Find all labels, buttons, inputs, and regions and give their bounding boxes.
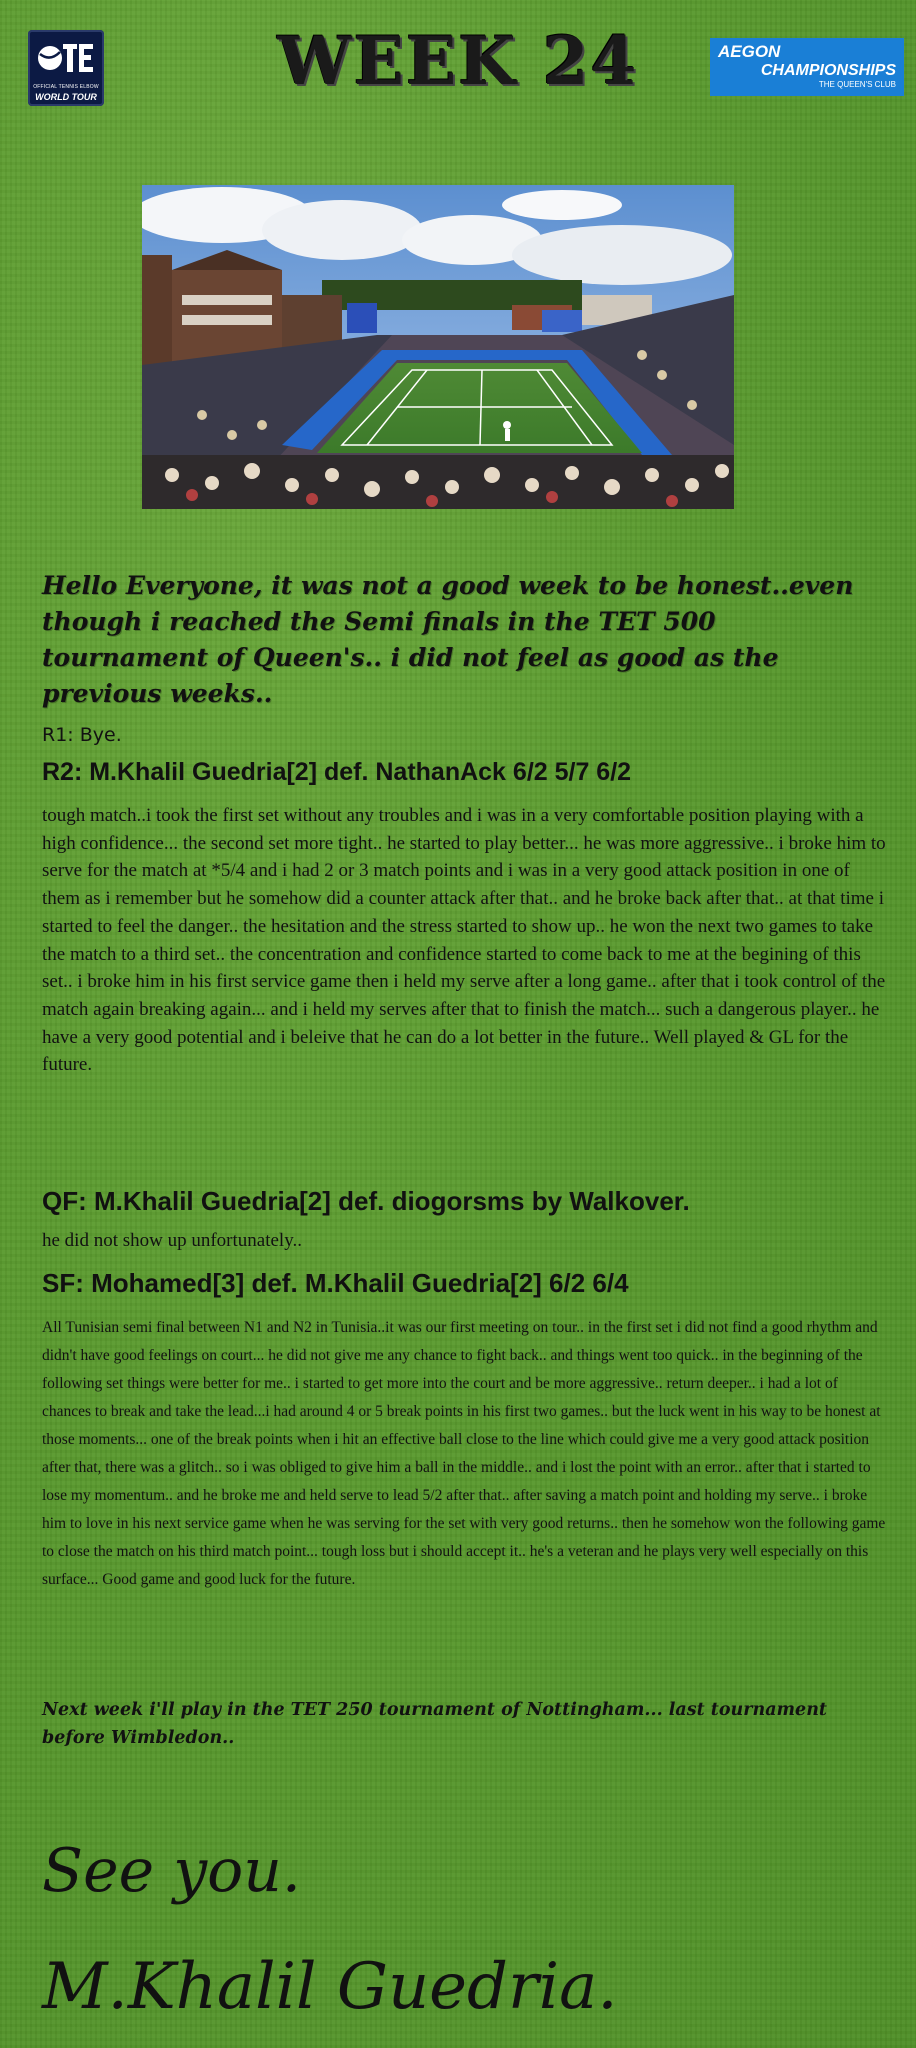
author-signature: M.Khalil Guedria. [42,1950,618,2024]
logo-world-tour: WORLD TOUR [35,92,97,102]
quarterfinal-report: he did not show up unfortunately.. [42,1230,302,1251]
intro-text: Hello Everyone, it was not a good week to be honest..even though i reached the Semi finals in the TET 500 tournament of Queen's.. i did not feel as good as the previous weeks.. [42,571,854,708]
semifinal-report: All Tunisian semi final between N1 and N2 in Tunisia..it was our first meeting on tour.. in the first set i did not find a good rhythm and didn't have good feelings on court... he did not give me any chance to fight back.. and things went too quick.. in the beginning of the following set things were better for me.. i started to get more into the court and be more aggressive.. return deeper.. i had a lot of chances to break and take the lead...i had around 4 or 5 break points in his first two games.. but the luck went in his way to be honest at those moments... one of the break points when i hit an effective ball close to the line which could give me a very good attack position after that, there was a glitch.. so i was obliged to give him a ball in the middle.. and i lost the point with an error.. after that i started to lose my momentum.. and he broke me and held serve to lead 5/2 after that.. after saving a match point and holding my serve.. i broke him to love in his next service game when he was serving for the set with very good returns.. then he somehow won the following game to close the match on his third match point... tough loss but i should accept it.. he's a veteran and he plays very well especially on this surface... Good game and good luck for the future. [42,1319,886,1588]
championships-logo-text: CHAMPIONSHIPS [760,62,896,79]
aegon-logo-text: AEGON [718,42,781,61]
aegon-championships-logo [710,38,904,96]
stadium-photo-illustration [142,185,734,509]
stadium-photo [142,185,734,509]
round-2-heading: R2: M.Khalil Guedria[2] def. NathanAck 6/2 5/7 6/2 [42,758,632,786]
closing-text: See you. [42,1836,301,1906]
logo-subtitle: OFFICIAL TENNIS ELBOW [33,84,99,90]
quarterfinal-heading: QF: M.Khalil Guedria[2] def. diogorsms by Walkover. [42,1186,690,1216]
page-title: WEEK 24 [277,22,639,100]
round-2-report: tough match..i took the first set without any troubles and i was in a very comfortable position playing with a high confidence... the second set more tight.. he started to play better... he was more aggressive.. i broke him to serve for the match at *5/4 and i had 2 or 3 match points and i was in a very good attack position in one of them as i remember but he somehow did a counter attack after that.. and he broke back after that.. at that time i started to feel the danger.. the hesitation and the stress started to show up.. he won the next two games to take the match to a third set.. the concentration and confidence started to come back to me at the begining of this set.. i broke him in his first service game then i held my serve after a long game.. after that i took control of the match again breaking again... and i held my serves after that to finish the match... such a dangerous player.. he have a very good potential and i beleive that he can do a lot better in the future.. Well played & GL for the future. [42,805,886,1076]
semifinal-heading: SF: Mohamed[3] def. M.Khalil Guedria[2] 6/2 6/4 [42,1268,629,1298]
next-week-note: Next week i'll play in the TET 250 tournament of Nottingham... last tournament before Wimbledon.. [42,1700,827,1748]
round-1-result: R1: Bye. [42,724,122,746]
queens-club-logo-text: THE QUEEN'S CLUB [818,80,896,89]
